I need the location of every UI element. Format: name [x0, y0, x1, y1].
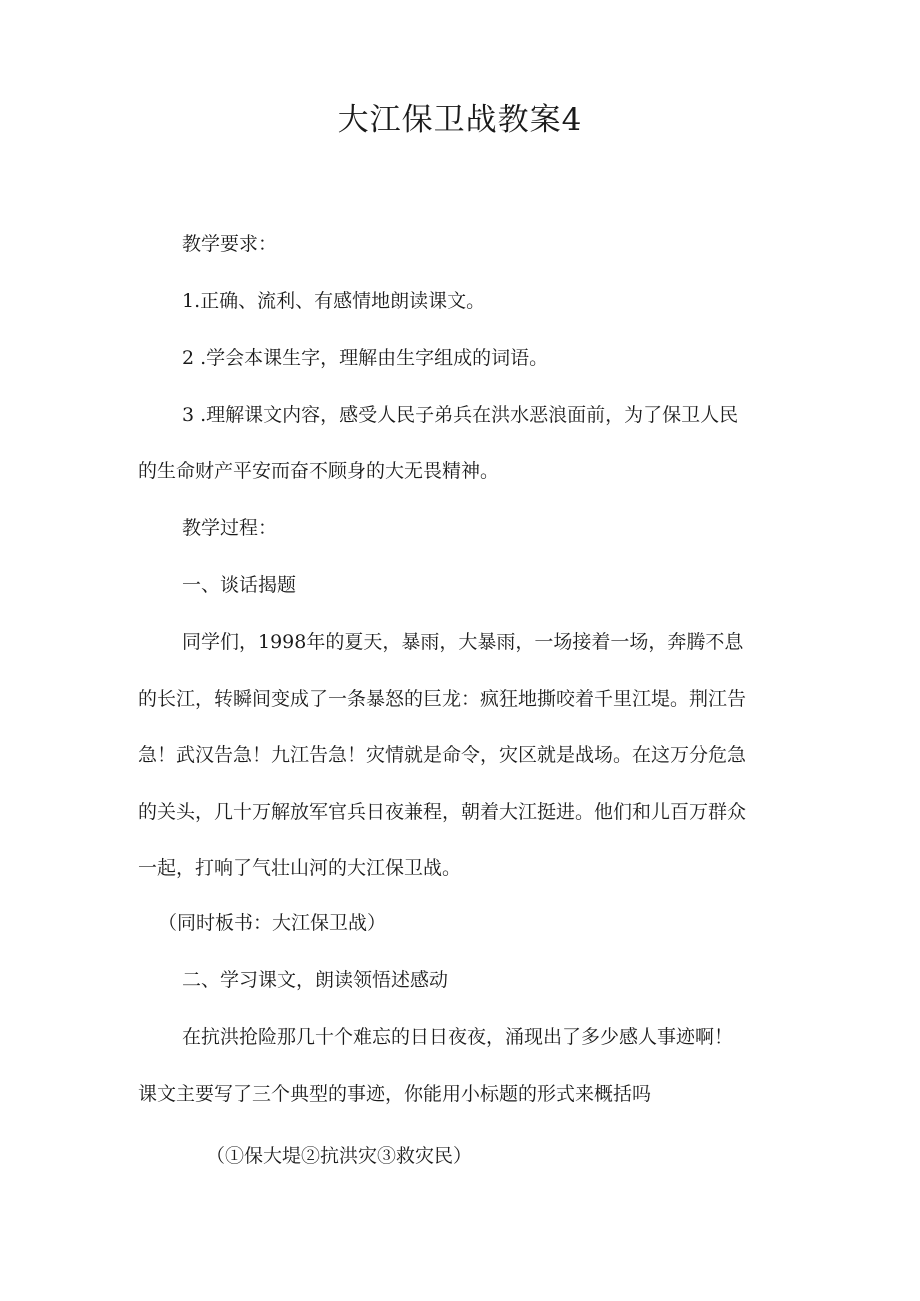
paragraph-line: 的长江，转瞬间变成了一条暴怒的巨龙：疯狂地撕咬着千里江堤。荆江告	[138, 688, 747, 710]
paragraph-line: 在抗洪抢险那几十个难忘的日日夜夜，涌现出了多少感人事迹啊！	[182, 1026, 734, 1048]
subtitle-summary: （①保大堤②抗洪灾③救灾民）	[206, 1145, 473, 1167]
paragraph-line: 一起，打响了气壮山河的大江保卫战。	[138, 857, 462, 879]
paragraph-line: 急！武汉告急！九江告急！灾情就是命令，灾区就是战场。在这万分危急	[138, 744, 747, 766]
section-heading-process: 教学过程：	[182, 517, 278, 539]
section-heading-requirements: 教学要求：	[182, 233, 278, 255]
requirement-item-2: 2 .学会本课生字，理解由生字组成的词语。	[182, 347, 549, 369]
step-heading-1: 一、谈话揭题	[182, 574, 297, 596]
board-note: （同时板书：大江保卫战）	[158, 912, 387, 934]
requirement-item-3: 3 .理解课文内容，感受人民子弟兵在洪水恶浪面前，为了保卫人民	[182, 404, 739, 426]
paragraph-line: 同学们，1998年的夏天，暴雨，大暴雨，一场接着一场，奔腾不息	[182, 631, 744, 653]
requirement-item-1: 1.正确、流利、有感情地朗读课文。	[182, 290, 486, 312]
step-heading-2: 二、学习课文，朗读领悟述感动	[182, 969, 449, 991]
requirement-item-3-continued: 的生命财产平安而奋不顾身的大无畏精神。	[138, 460, 500, 482]
paragraph-line: 的关头，几十万解放军官兵日夜兼程，朝着大江挺进。他们和儿百万群众	[138, 801, 747, 823]
paragraph-line: 课文主要写了三个典型的事迹，你能用小标题的形式来概括吗	[138, 1083, 652, 1105]
document-title: 大江保卫战教案4	[337, 102, 583, 138]
